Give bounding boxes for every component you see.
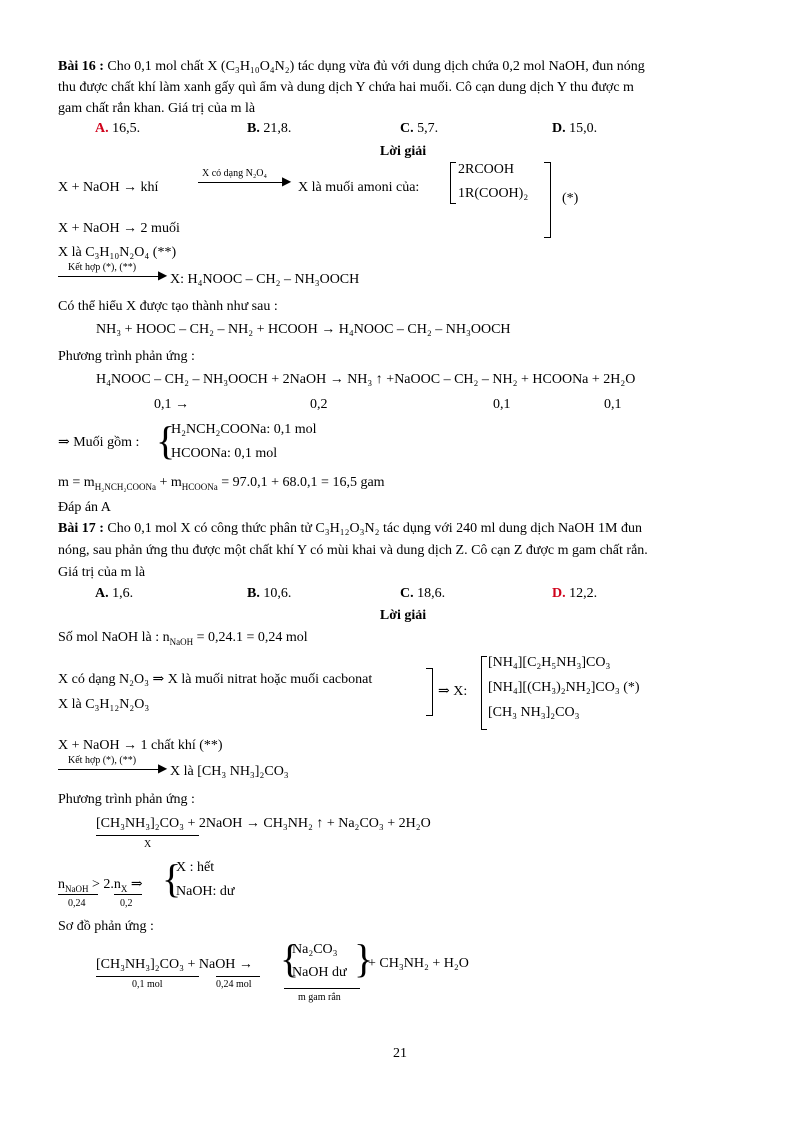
p17-scheme-brace-right: }: [354, 936, 374, 981]
p16-salt-1: H₂NCH₂COONa: 0,1 mol: [171, 422, 317, 437]
p16-answer: Đáp án A: [58, 500, 111, 515]
problem-17-solution-heading: Lời giải: [379, 608, 427, 623]
p17-implies-x: ⇒ X:: [438, 684, 468, 699]
problem-17-option-c: C. 18,6.: [400, 586, 446, 601]
p16-eq-2-salts: X + NaOH → 2 muối: [58, 221, 180, 236]
p17-gas-eq: X + NaOH → 1 chất khí (**): [58, 738, 223, 753]
problem-16-option-c: C. 5,7.: [400, 121, 439, 136]
p16-mol-3: 0,1: [493, 397, 511, 412]
problem-17-title: Bài 17 :: [58, 521, 104, 536]
p17-naoh-value: 0,24: [68, 898, 86, 909]
p16-eq-gas: X + NaOH → khí: [58, 180, 159, 195]
p16-mass-calc: $m = m_{H_2NCH_2COONa} + m_{HCOONa} = 97.0,1 + 68.0,1 = 16,5$ gam: [58, 475, 385, 492]
p16-mol-4: 0,1: [604, 397, 622, 412]
problem-16-option-d: D. 15,0.: [552, 121, 598, 136]
problem-17-option-d: D. 12,2.: [552, 586, 598, 601]
problem-17-line-2: nóng, sau phản ứng thu được một chất khí Y có mùi khai và dung dịch Z. Cô cạn Z được m gam chất rắn.: [58, 543, 648, 558]
p17-scheme-heading: Sơ đồ phản ứng :: [58, 919, 154, 934]
p16-combine-label: Kết hợp (*), (**): [68, 262, 137, 273]
p17-x-used: X : hết: [176, 860, 215, 875]
p16-salt-2: HCOONa: 0,1 mol: [171, 446, 278, 461]
p16-long-arrow: [198, 182, 286, 183]
problem-16-option-a: A. 16,5.: [95, 121, 141, 136]
p17-option-3: [CH₃ NH₃]₂CO₃: [488, 705, 580, 720]
p16-x-structure: X: H₄NOOC – CH₂ – NH₃OOCH: [170, 272, 360, 287]
problem-16-option-b: B. 21,8.: [247, 121, 292, 136]
p17-scheme-brace-left: {: [280, 936, 300, 981]
p17-reaction-eq: [CH₃NH₃]₂CO₃ + 2NaOH → CH₃NH₂ ↑ + Na₂CO₃ + 2H₂O: [96, 816, 431, 831]
p17-scheme-label-1: 0,1 mol: [132, 979, 163, 990]
p17-x-type: X có dạng N₂O₃ ⇒ X là muối nitrat hoặc muối cacbonat: [58, 672, 373, 687]
p16-x-formula: X là C₃H₁₀N₂O₄ (**): [58, 245, 177, 260]
p17-scheme-label-3: m gam rắn: [298, 992, 341, 1003]
p17-reaction-heading: Phương trình phản ứng :: [58, 792, 195, 807]
p17-naoh-underbrace: [58, 894, 98, 895]
p16-bracket: [450, 162, 456, 204]
p17-x-value: 0,2: [120, 898, 133, 909]
p17-brace: [426, 668, 433, 716]
p17-underbrace-label: X: [144, 839, 152, 850]
p16-bracket-line-2: 1R(COOH)₂: [458, 186, 529, 201]
p16-bracket-line-1: 2RCOOH: [458, 162, 515, 177]
p17-bracket: [481, 656, 487, 730]
p16-combine-arrow: [58, 276, 162, 277]
p17-combine-label: Kết hợp (*), (**): [68, 755, 137, 766]
p17-underbrace: [96, 835, 199, 836]
p16-reaction-eq: H₄NOOC – CH₂ – NH₃OOCH + 2NaOH → NH₃ ↑ +NaOOC – CH₂ – NH₂ + HCOONa + 2H₂O: [96, 372, 636, 387]
p17-scheme-product-1: Na₂CO₃: [292, 942, 338, 957]
p17-scheme-tail: + CH₃NH₂ + H₂O: [368, 956, 469, 971]
p17-option-1: [NH₄][C₂H₅NH₃]CO₃: [488, 655, 611, 670]
p17-x-formula: X là C₃H₁₂N₂O₃: [58, 697, 150, 712]
p17-x-underbrace: [114, 894, 142, 895]
p17-scheme-underbrace-1: [96, 976, 199, 977]
p17-x-structure: X là [CH₃ NH₃]₂CO₃: [170, 764, 289, 779]
p17-result-brace: {: [162, 856, 182, 901]
problem-16-line-1: Bài 16 : Cho 0,1 mol chất X (C₃H₁₀O₄N₂) tác dụng vừa đủ với dung dịch chứa 0,2 mol NaOH, đun nóng: [58, 59, 645, 74]
p16-formation-eq: NH₃ + HOOC – CH₂ – NH₂ + HCOOH → H₄NOOC – CH₂ – NH₃OOCH: [96, 322, 511, 337]
p17-combine-arrow: [58, 769, 162, 770]
p16-star: (*): [562, 191, 579, 206]
p17-naoh-mol: Số mol NaOH là : $n_{NaOH} = 0,24.1 = 0,24$ mol: [58, 630, 308, 647]
p16-arrow-label: X có dạng N₂O₄: [202, 168, 268, 179]
p17-combine-arrow-head: ▶: [158, 761, 168, 775]
p16-combine-arrow-head: ▶: [158, 268, 168, 282]
problem-17-option-a: A. 1,6.: [95, 586, 134, 601]
problem-16-title: Bài 16 :: [58, 59, 104, 74]
p17-compare: $n_{NaOH} > 2.n_X$ ⇒: [58, 877, 143, 894]
p16-salts-brace: {: [156, 418, 176, 463]
p16-salts-label: ⇒ Muối gồm :: [58, 435, 140, 450]
p16-reaction-heading: Phương trình phản ứng :: [58, 349, 195, 364]
problem-16-line-2: thu được chất khí làm xanh gấy quì ẩm và dung dịch Y chứa hai muối. Cô cạn dung dịch Y thu được m: [58, 80, 634, 95]
p16-amoni: X là muối amoni của:: [298, 180, 420, 195]
p17-naoh-excess: NaOH: dư: [176, 884, 235, 899]
problem-17-line-1: Bài 17 : Cho 0,1 mol X có công thức phân tử C₃H₁₂O₃N₂ tác dụng với 240 ml dung dịch NaOH 1M đun: [58, 521, 642, 536]
p17-scheme-eq: [CH₃NH₃]₂CO₃ + NaOH →: [96, 957, 253, 972]
p17-scheme-label-2: 0,24 mol: [216, 979, 252, 990]
problem-16-line-3: gam chất rắn khan. Giá trị của m là: [58, 101, 256, 116]
page-number: 21: [393, 1046, 407, 1061]
p17-option-2: [NH₄][(CH₃)₂NH₂]CO₃ (*): [488, 680, 640, 695]
p16-arrow-head: ▶: [282, 174, 292, 188]
p17-scheme-product-2: NaOH dư: [292, 965, 347, 980]
p16-mol-1: 0,1 →: [154, 397, 189, 412]
p16-formation-intro: Có thể hiểu X được tạo thành như sau :: [58, 299, 278, 314]
problem-17-option-b: B. 10,6.: [247, 586, 292, 601]
p17-scheme-underbrace-2: [216, 976, 260, 977]
problem-17-line-3: Giá trị của m là: [58, 565, 146, 580]
p16-mol-2: 0,2: [310, 397, 328, 412]
problem-16-solution-heading: Lời giải: [379, 144, 427, 159]
p17-scheme-underbrace-3: [284, 988, 360, 989]
p16-right-brace: [544, 162, 551, 238]
